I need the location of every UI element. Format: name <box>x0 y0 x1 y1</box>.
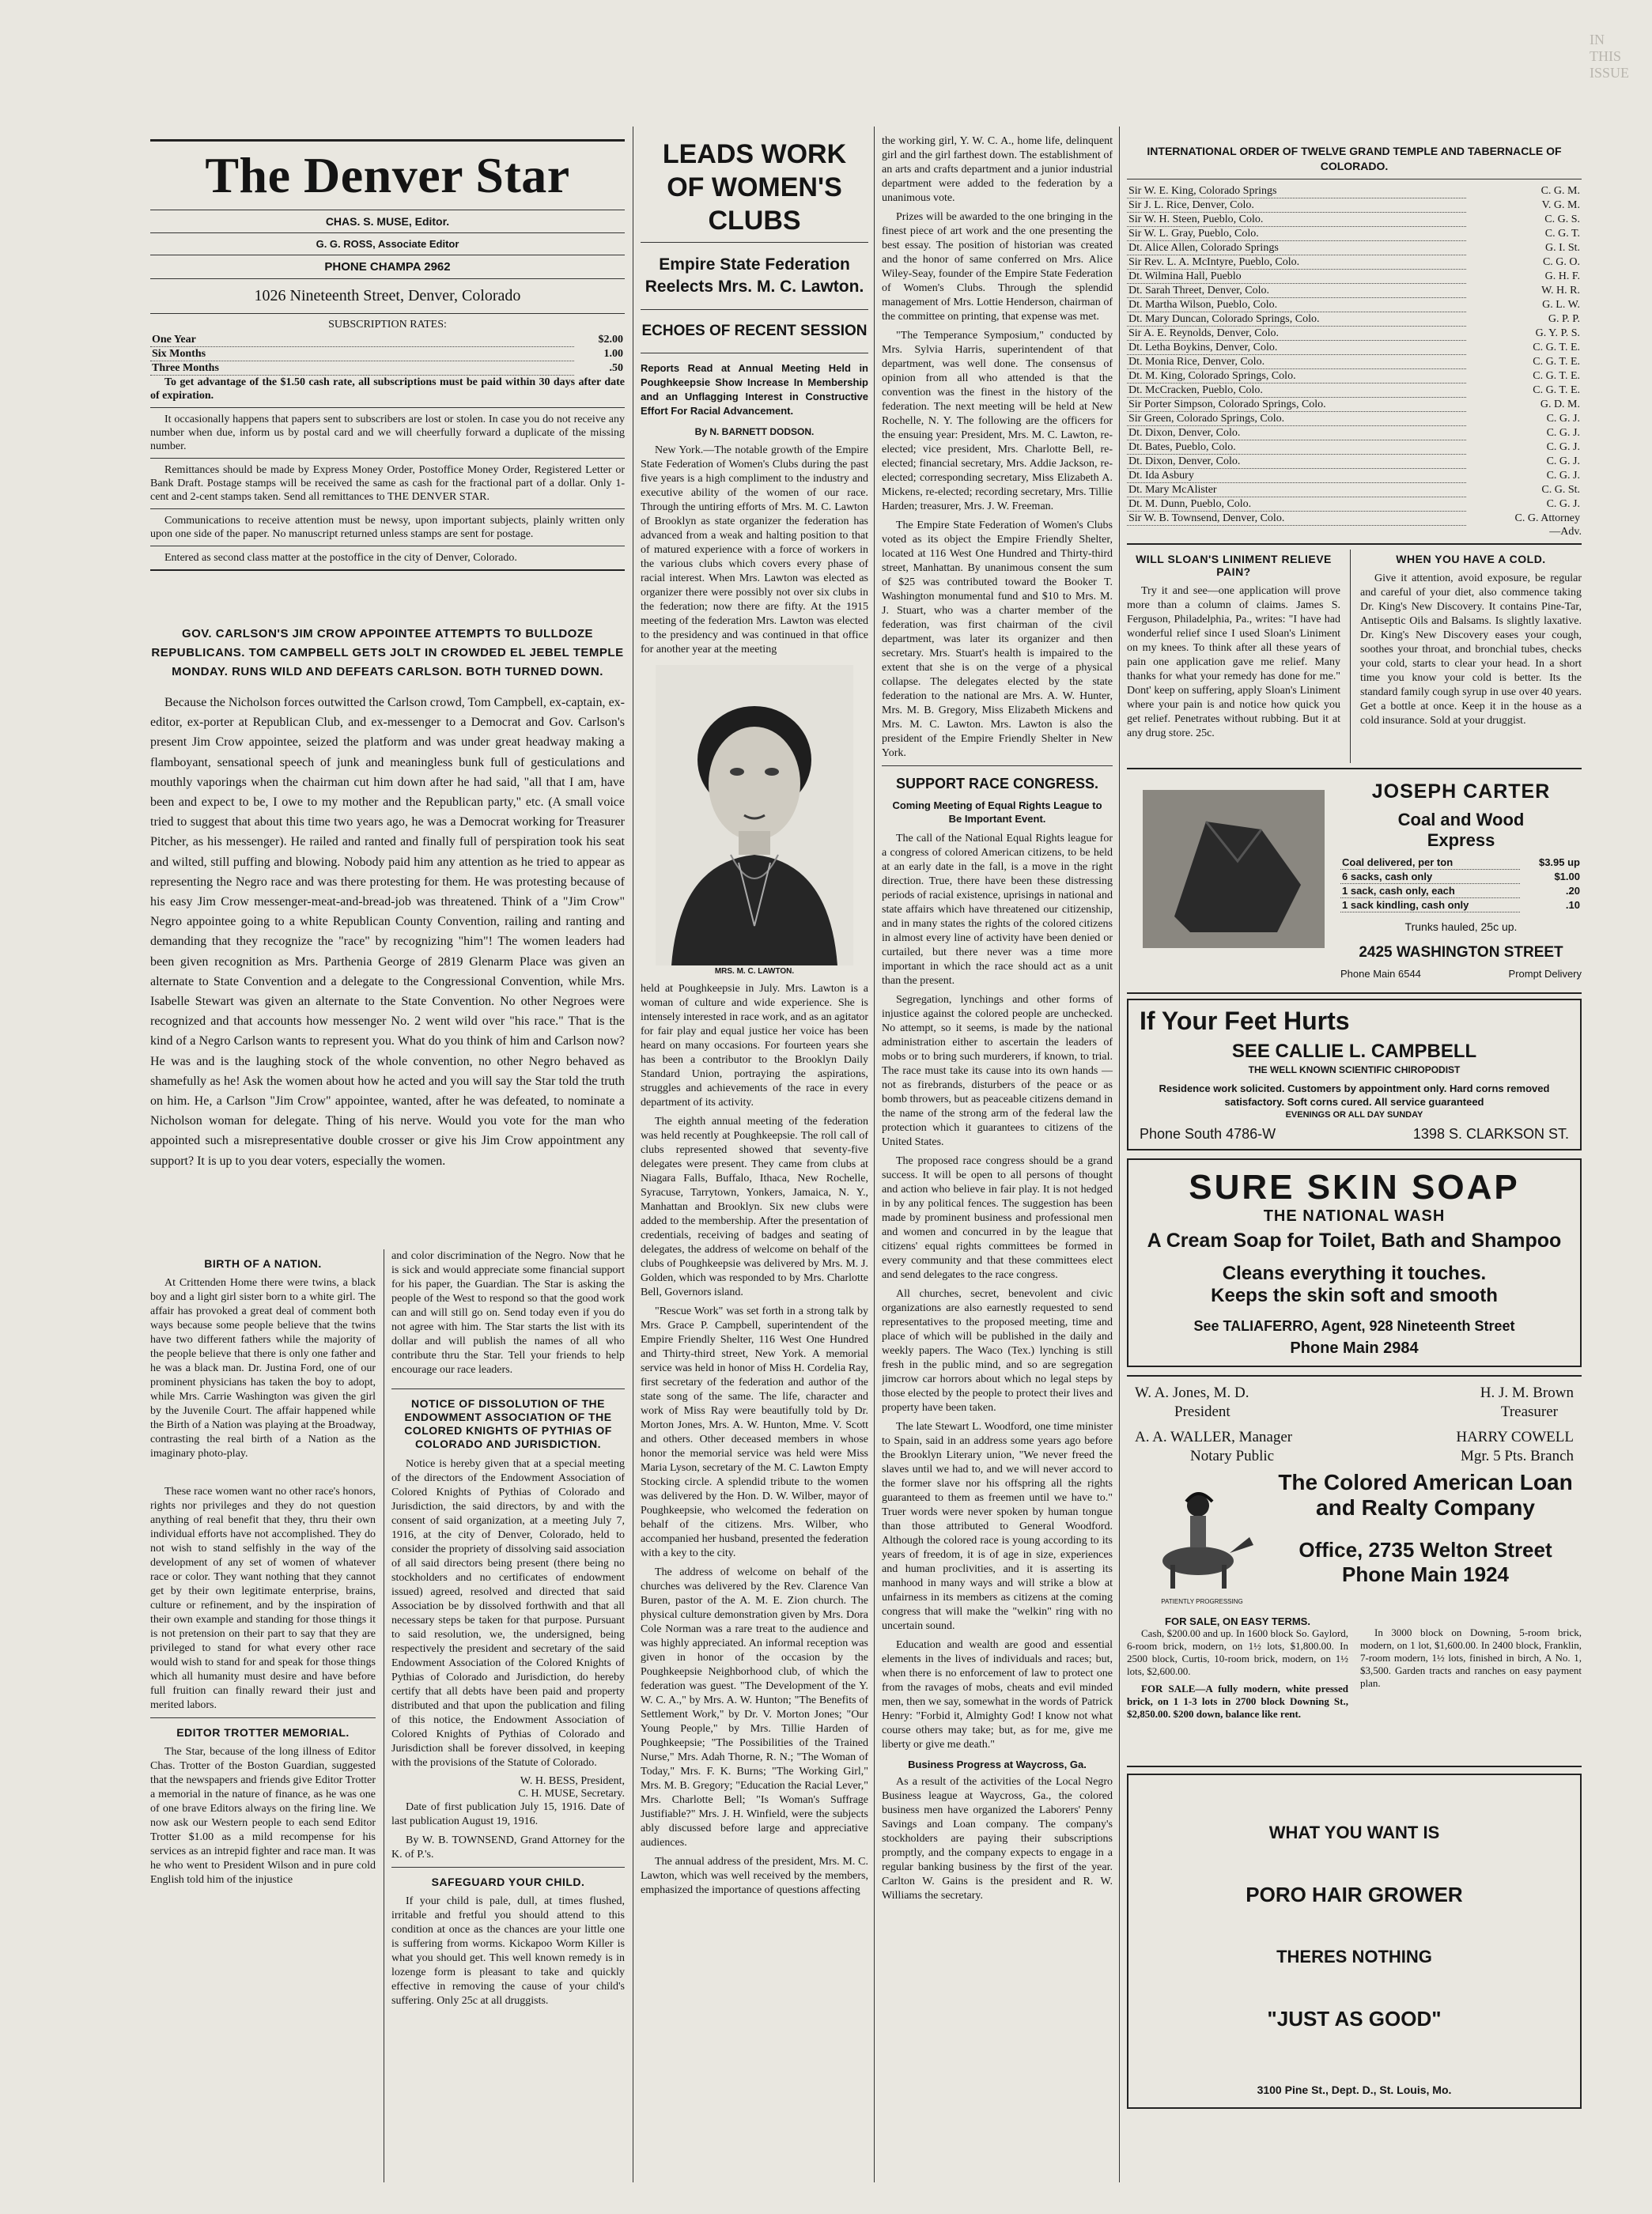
order-member-title: C. G. T. E. <box>1533 342 1580 353</box>
order-row <box>1127 341 1582 355</box>
sloan-ad <box>1127 550 1340 746</box>
order-row <box>1127 184 1582 198</box>
masthead <box>150 134 625 576</box>
column-rule <box>874 127 875 2182</box>
carter-price-row <box>1340 856 1582 870</box>
race-women-body: These race women want no other race's honors, rights nor privileges and they do not question anything of real benefit that they, thru their own individual efforts have not accomplished. They do not wish to stand selfishly in the way of the development of any set of women of whatever race or color. They want nothing that they cannot get by their own legitimate enterprise, brains, culture or refinement, and by the inspiration of their own example and standing for those things it is not pretension on their part to say that they are privileged to stand for what every other race would wish to stand for and speak for those things which all humanity must desire and have before full fruition can finally reward their just and merited labors. <box>150 1486 376 1711</box>
realty-p3: A. A. WALLER, Manager <box>1135 1429 1293 1445</box>
sloan-cold-row <box>1127 550 1582 763</box>
rate-label: One Year <box>150 333 574 347</box>
order-member-title: C. G. St. <box>1541 484 1580 496</box>
carter-line1: Coal and Wood <box>1397 810 1525 829</box>
order-table <box>1127 184 1582 526</box>
order-member-name: Sir W. L. Gray, Pueblo, Colo. <box>1127 227 1466 241</box>
dissolution-headline: NOTICE OF DISSOLUTION OF THE ENDOWMENT ASSOCIATION OF THE COLORED KNIGHTS OF PYTHIAS OF COLORADO AND JURISDICTION. <box>404 1397 612 1450</box>
carter-address: 2425 WASHINGTON STREET <box>1359 944 1563 961</box>
order-row <box>1127 383 1582 398</box>
order-member-name: Dt. Martha Wilson, Pueblo, Colo. <box>1127 298 1466 312</box>
realty-ad <box>1127 1381 1582 1761</box>
race-congress-headline: SUPPORT RACE CONGRESS. <box>895 776 1099 792</box>
race-congress-deck: Coming Meeting of Equal Rights League to Be Important Event. <box>892 799 1102 825</box>
order-member-title: G. I. St. <box>1545 242 1580 254</box>
carter-delivery: Prompt Delivery <box>1508 968 1582 980</box>
womens-cont-4: The Empire State Federation of Women's Clubs voted as its object the Empire Friendly Shelter, located at 116 West One Hundred and Thirty-third street, Manhattan. By unanimous consent the sum of $25 was contributed toward the Booker T. Washington monumental fund and $10 to Mrs. M. J. Stuart, who was a charter member of the federation, was first chairman of the civil department, was later its organizer and then secretary. Mrs. Stuart's health is impaired to the extent that she is on the verge of a physical collapse. The delegates elected by the state federation to the national are Mrs. A. W. Hunter, Mrs. M. B. Gregory, Miss Elizabeth Mickens and Mrs. M. C. Lawton. Mrs. Lawton is also the president of the Empire Friendly Shelter in New York. <box>882 519 1113 759</box>
portrait-caption: MRS. M. C. LAWTON. <box>714 967 795 976</box>
soap-headline: SURE SKIN SOAP <box>1189 1168 1520 1207</box>
womens-echoes: ECHOES OF RECENT SESSION <box>641 323 868 339</box>
order-row <box>1127 213 1582 227</box>
womens-deck: Reports Read at Annual Meeting Held in Poughkeepsie Show Increase In Membership and an Unflagging Interest in Constructive Effort For Racial Advancement. <box>641 362 868 417</box>
rate-price: .50 <box>609 362 623 374</box>
order-member-title: C. G. J. <box>1546 413 1580 425</box>
realty-p4role: Mgr. 5 Pts. Branch <box>1460 1448 1574 1464</box>
carter-price-row <box>1340 898 1582 912</box>
race-congress-3: The proposed race congress should be a grand success. It will be open to all persons of thought and action who believe in fair play. It is not hedged in by any political fences. The suggestion has been made by prominent business and professional men and women and concurred in by the league that citizens' equal rights committees be formed in every community and that these committees elect and send delegates to the race congress. <box>882 1155 1113 1281</box>
cold-headline: WHEN YOU HAVE A COLD. <box>1396 553 1546 565</box>
dissolution-dates: Date of first publication July 15, 1916. Date of last publication August 19, 1916. <box>391 1801 625 1827</box>
carlson-article <box>150 625 625 1241</box>
order-member-name: Dt. M. Dunn, Pueblo, Colo. <box>1127 497 1466 512</box>
coal-image <box>1143 790 1325 948</box>
order-member-title: C. G. T. E. <box>1533 370 1580 382</box>
womens-clubs-article <box>641 134 868 2182</box>
realty-phone: Phone Main 1924 <box>1342 1562 1509 1586</box>
feet-sub: THE WELL KNOWN SCIENTIFIC CHIROPODIST <box>1248 1064 1461 1075</box>
womens-cont-1: the working girl, Y. W. C. A., home life, delinquent girl and the girl farthest down. The establishment of an arts and crafts department and a junior industrial department were added to the federation by a unanimous vote. <box>882 135 1113 204</box>
realty-p2role: Treasurer <box>1500 1404 1558 1420</box>
notice-remittances: Remittances should be made by Express Money Order, Postoffice Money Order, Registered Letter or Bank Draft. Postage stamps will be received the same as cash for the fractional part of a dollar. Only 1-cent and 2-cent stamps taken. Send all remittances to THE DENVER STAR. <box>150 464 625 503</box>
realty-sale-right <box>1360 1626 1582 1695</box>
address-line: 1026 Nineteenth Street, Denver, Colorado <box>254 287 521 304</box>
order-member-name: Dt. Dixon, Denver, Colo. <box>1127 426 1466 440</box>
safeguard-body: If your child is pale, dull, at times flushed, irritable and fretful you should attend to this condition at once as the chances are your little one is suffering from worms. Kickapoo Worm Killer is what you should get. This well known remedy is in lozenge form is pleasant to take and quickly effective in removing the cause of your child's suffering. Only 25c at all druggists. <box>391 1895 625 2007</box>
order-row <box>1127 270 1582 284</box>
soap-sub: THE NATIONAL WASH <box>1263 1207 1446 1225</box>
order-member-title: C. G. M. <box>1540 185 1580 198</box>
order-member-name: Sir Green, Colorado Springs, Colo. <box>1127 412 1466 426</box>
order-member-name: Sir Rev. L. A. McIntyre, Pueblo, Colo. <box>1127 255 1466 270</box>
order-member-title: C. G. T. <box>1544 228 1580 240</box>
order-row <box>1127 412 1582 426</box>
order-member-name: Dt. Wilmina Hall, Pueblo <box>1127 270 1466 284</box>
price-label: 6 sacks, cash only <box>1340 870 1520 884</box>
price-label: 1 sack kindling, cash only <box>1340 898 1520 912</box>
order-member-title: G. L. W. <box>1542 299 1580 311</box>
sale-left-2: FOR SALE—A fully modern, white pressed brick, on 1 1-3 lots in 2700 block Downing St., $2,850.00. $200 down, balance like rent. <box>1127 1683 1348 1720</box>
order-member-name: Sir W. H. Steen, Pueblo, Colo. <box>1127 213 1466 227</box>
carter-prices <box>1340 856 1582 912</box>
col1-right-subcolumn <box>391 1249 625 2182</box>
price-value: $1.00 <box>1554 871 1580 882</box>
associate-editor-line: G. G. ROSS, Associate Editor <box>316 238 459 250</box>
realty-sale-left <box>1127 1615 1348 1725</box>
carlson-headline: GOV. CARLSON'S JIM CROW APPOINTEE ATTEMPTS TO BULLDOZE REPUBLICANS. TOM CAMPBELL GETS JOLT IN CROWDED EL JEBEL TEMPLE MONDAY. RUNS WILD AND DEFEATS CARLSON. BOTH TURNED DOWN. <box>151 627 624 678</box>
order-member-title: C. G. T. E. <box>1533 356 1580 368</box>
newspaper-page <box>119 32 1630 2182</box>
notice-lost-papers: It occasionally happens that papers sent to subscribers are lost or stolen. In case you do not receive any number when due, inform us by postal card and we will cheerfully forward a duplicate of the missing number. <box>150 414 625 452</box>
womens-body-3: The eighth annual meeting of the federation was held recently at Poughkeepsie. The roll call of clubs represented showed that seventy-five delegates were present. They came from clubs at Niagara Falls, Buffalo, Ithaca, New Rochelle, Syracuse, Tarrytown, Yonkers, Jamaica, N. Y., Manhattan and Brooklyn. Six new clubs were added to the membership. After the presentation of credentials, receiving of badges and seating of delegates, the address of welcome on behalf of the clubs of Poughkeepsie was delivered by Mrs. M. J. Golden, which was responded to by Mrs. Charlotte Bell, Governors island. <box>641 1116 868 1298</box>
order-member-title: C. G. J. <box>1546 441 1580 453</box>
order-member-name: Dt. Sarah Threet, Denver, Colo. <box>1127 284 1466 298</box>
paper-title: The Denver Star <box>205 147 570 203</box>
carlson-body: Because the Nicholson forces outwitted the Carlson crowd, Tom Campbell, ex-captain, ex-editor, ex-porter at Republican Club, and ex-messenger to a Democrat and Gov. Carlson's present Jim Crow appointee, seized the platform and was under great headway making a flamboyant, sensational speech of junk and meaningless bunk full of gesticulations and mouthly vaporings when the chairman cut him down after he had said, "all that I am, have been and expect to be, I owe to my mother and the Republican party," etc. (A small voice tried to suggest that about this time two years ago, he was a Democrat working for Treasurer Pitcher, as his messenger). He railed and ranted and finally full of perspiration took his seat and wilted, still puffing and blowing. Nobody paid him any attention as he tried to appear as representing the Negro race and was there protesting for them. He was protesting because of his easy Jim Crow messenger-meat-and-bread-job was threatened. Think of a "Jim Crow" Negro appointee going to a white Republican County Convention, railing and ranting and demanding that they recognize the "race" by recognizing "him"! The women leaders had been given recognition as Mrs. Parthenia George of 2819 Glenarm Place was given an alternate to State Convention and a delegate to the Congressional Convention, while Mrs. Isabelle Stewart was given an alternate to the State Convention. No other Negroes were recognized and that accounts how messenger No. 2 went wild over "his race." That is the kind of a Negro Carlson wants to represent you. What do you think of him and Carlson now? He was and is the laughing stock of the whole convention, no other Negro behaved as shamefully as he! Ask the women about how he acted and you will say the Star told the truth on him. He, a Carlson "Jim Crow" appointee, wanted, after he was defeated, to nominate a Nicholson woman for delegate. Thing of his nerve. Would you vote for the man who appointed such a misrepresentative double crosser or give his Jim Crow appointment any support? It is up to you dear voters, especially the women. <box>150 696 625 1168</box>
order-member-name: Sir A. E. Reynolds, Denver, Colo. <box>1127 327 1466 341</box>
order-member-name: Sir W. E. King, Colorado Springs <box>1127 184 1466 198</box>
order-member-title: V. G. M. <box>1541 199 1580 211</box>
soap-line1: A Cream Soap for Toilet, Bath and Shampoo <box>1147 1230 1562 1252</box>
notice-entered: Entered as second class matter at the postoffice in the city of Denver, Colorado. <box>164 552 517 564</box>
carter-price-row <box>1340 884 1582 898</box>
price-value: .20 <box>1565 885 1580 897</box>
carter-trunks: Trunks hauled, 25c up. <box>1404 920 1518 933</box>
birth-article <box>150 1249 376 2182</box>
bleed-through-text: IN THIS ISSUE <box>1590 32 1630 81</box>
order-member-name: Dt. Mary McAlister <box>1127 483 1466 497</box>
hair-address: 3100 Pine St., Dept. D., St. Louis, Mo. <box>1257 2084 1452 2096</box>
chiropodist-ad <box>1127 999 1582 1150</box>
order-member-title: C. G. J. <box>1546 427 1580 439</box>
soap-line2: Cleans everything it touches. <box>1222 1263 1487 1284</box>
feet-address: 1398 S. CLARKSON ST. <box>1412 1126 1569 1142</box>
rate-price: $2.00 <box>598 334 623 346</box>
order-row <box>1127 369 1582 383</box>
rate-label: Six Months <box>150 347 574 361</box>
hair-line2: PORO HAIR GROWER <box>1246 1883 1463 1906</box>
order-member-name: Dt. Bates, Pueblo, Colo. <box>1127 440 1466 455</box>
womens-byline: By N. BARNETT DODSON. <box>694 426 815 437</box>
order-row <box>1127 512 1582 526</box>
order-member-name: Sir Porter Simpson, Colorado Springs, Colo. <box>1127 398 1466 412</box>
womens-body-6: The annual address of the president, Mrs. M. C. Lawton, which was well received by the members, emphasized the importance of questions affecting <box>641 1856 868 1896</box>
lawton-portrait <box>656 665 853 965</box>
race-congress-1: The call of the National Equal Rights league for a congress of colored American citizens, to be held at an early date in the fall, is a move in the right direction. True, there have been these distressing periods of racial existence, uprisings in national and state affairs which have threatened our citizenship, and in many states the rights of the colored citizens in almost every line of activity have been denied or curtailed, but there never was a time more important in which the race should act as a unit than the present. <box>882 833 1113 987</box>
realty-name2: and Realty Company <box>1316 1495 1535 1520</box>
sloan-headline: WILL SLOAN'S LINIMENT RELIEVE PAIN? <box>1136 553 1332 578</box>
feet-headline: If Your Feet Hurts <box>1140 1007 1350 1035</box>
race-congress-6: Education and wealth are good and essential elements in the lives of individuals and races; but, when there is no enforcement of law to protect one from the ravages of mobs, cheats and evil minded men, then we say, somewhat in the words of Patrick Henry: "Forbid it, Almighty God! I know not what course others may take; but, as for me, give me liberty or give me death." <box>882 1639 1113 1751</box>
order-member-title: G. Y. P. S. <box>1535 327 1580 339</box>
realty-name1: The Colored American Loan <box>1278 1470 1573 1494</box>
soap-phone: Phone Main 2984 <box>1290 1339 1419 1357</box>
sale-left: Cash, $200.00 and up. In 1600 block So. Gaylord, 6-room brick, modern, on 1½ lots, $1,800.00. In 2500 block, Curtis, 10-room brick, modern, on 1½ lots, $2,600.00. <box>1127 1627 1348 1677</box>
dissolution-attorney: By W. B. TOWNSEND, Grand Attorney for the K. of P.'s. <box>391 1834 625 1861</box>
carter-phone: Phone Main 6544 <box>1340 968 1421 980</box>
editor-line: CHAS. S. MUSE, Editor. <box>325 215 450 228</box>
race-congress-4: All churches, secret, benevolent and civic organizations are also earnestly requested to send representatives to the proposed meeting, time and place of which will be published in the daily and weekly papers. The Waco (Tex.) lynching is still fresh in the public mind, and so are segregation jimcrow car horrors about which no legal steps by those elected by the people to protect their lives and property have been taken. <box>882 1288 1113 1414</box>
hair-line1: WHAT YOU WANT IS <box>1268 1823 1440 1842</box>
order-member-title: C. G. J. <box>1546 470 1580 482</box>
carter-ad <box>1127 774 1582 988</box>
sale-right: In 3000 block on Downing, 5-room brick, modern, on 1 lot, $1,600.00. In 2400 block, Franklin, 7-room modern, 1½ lots, finished in birch, A No. 1, $3,500. Garden tracts and ranches on easy payment plan. <box>1360 1626 1582 1689</box>
order-row <box>1127 284 1582 298</box>
order-member-title: C. G. S. <box>1544 213 1580 225</box>
feet-phone: Phone South 4786-W <box>1140 1126 1276 1142</box>
price-value: $3.95 up <box>1538 856 1580 869</box>
rate-label: Three Months <box>150 361 574 376</box>
order-row <box>1127 298 1582 312</box>
birth-headline: BIRTH OF A NATION. <box>204 1257 322 1270</box>
waycross-headline: Business Progress at Waycross, Ga. <box>908 1759 1087 1770</box>
feet-see: SEE CALLIE L. CAMPBELL <box>1231 1041 1477 1062</box>
order-row <box>1127 497 1582 512</box>
womens-body-4: "Rescue Work" was set forth in a strong talk by Mrs. Grace P. Campbell, superintendent of the Empire Friendly Shelter, 116 West One Hundred and Thirty-third street, New York. A memorial service was held in honor of Miss H. Cordelia Ray, first secretary of the federation and author of the state song of the same. The life, character and work of Miss Ray were beautifully told by Dr. Morton Jones, Mrs. A. W. Hunton, Mme. V. Scott and others. Other deceased members in whose honor the memorial service was held were Miss Maria Lyson, secretary of the M. C. Lawton Empty Stocking circle. A splendid tribute to the women was delivered by the Hon. D. W. Wilber, mayor of Poughkeepsie, who welcomed the federation on behalf of the citizens. Mrs. Wilber, who accompanied her husband, presented the federation with a key to the city. <box>641 1305 868 1559</box>
womens-cont-3: "The Temperance Symposium," conducted by Mrs. Sylvia Harris, superintendent of that department, was well done. The consensus of opinion from all who attended is that the convention was the finest in the history of the federation. The next meeting will be held at New Rochelle, N. Y. The following are the officers for the ensuing year: President, Mrs. M. C. Lawton, re-elected; vice president, Mrs. Charlotte Bell, re-elected; financial secretary, Mrs. Addie Jackson, re-elected; corresponding secretary, Miss Elizabeth A. Mickens, re-elected; recording secretary, Mrs. Tillie Harden; treasurer, Mrs. J. W. Freeman. <box>882 330 1113 512</box>
waycross-body: As a result of the activities of the Local Negro Business league at Waycross, Ga., the colored business men have organized the Laborers' Penny Savings and Loan company. The company's stockholders are paying their subscriptions promptly, and the company expects to engage in a regular banking business by the first of the year. Carlton W. Gains is the president and R. W. Williams the secretary. <box>882 1776 1113 1902</box>
order-row <box>1127 455 1582 469</box>
womens-subheadline: Empire State Federation Reelects Mrs. M. C. Lawton. <box>645 255 864 296</box>
hair-line3: THERES NOTHING <box>1276 1947 1432 1967</box>
order-member-name: Sir J. L. Rice, Denver, Colo. <box>1127 198 1466 213</box>
womens-body-5: The address of welcome on behalf of the churches was delivered by the Rev. Clarence Van Buren, pastor of the A. M. E. Zion church. The physical culture demonstration given by Mrs. Dora Cole Norman was a rare treat to the audience and was highly appreciated. An informal reception was given in honor of the occasion by the Poughkeepsie Neighborhood club, of which the federation was guest. "The Development of the Y. W. C. A.," by Mrs. A. W. Hunton; "The Benefits of Settlement Work," by Dr. V. Morton Jones; "Our Young People," by Mrs. Tillie Harden of Poughkeepsie; "The Possibilities of the Trained Nurse," Mrs. Adah Thorne, R. N.; "The Woman of Today," Mrs. F. K. Burns; "The Working Girl," Mrs. M. B. Gregory; "Education the Racial Lever," Mrs. Charlotte Bell; "Is Woman's Suffrage Justifiable?" Mrs. J. H. Winfield, were the subjects ably discussed before large and appreciative audiences. <box>641 1566 868 1849</box>
order-member-name: Dt. McCracken, Pueblo, Colo. <box>1127 383 1466 398</box>
order-row <box>1127 198 1582 213</box>
order-row <box>1127 327 1582 341</box>
order-member-title: C. G. J. <box>1546 498 1580 510</box>
womens-headline: LEADS WORK OF WOMEN'S CLUBS <box>662 139 847 236</box>
race-congress-5: The late Stewart L. Woodford, one time minister to Spain, said in an address some years ago before the Brooklyn Literary union, "We never freed the slaves until we had to, and we will never accord to the former slave nor his offspring all the rights guaranteed to them as freemen until we have to." Truer words were never spoken by human tongue than those attributed to General Woodford. Although the colored race is young according to its years of freedom, it is of age in size, experiences and human proclivities, and it is asserting its manhood in many ways and will strike a blow at unfairness in its members as citizens at the coming congress that will make the "welkin" ring with no uncertain sound. <box>882 1421 1113 1632</box>
order-member-name: Dt. Mary Duncan, Colorado Springs, Colo. <box>1127 312 1466 327</box>
womens-cont-2: Prizes will be awarded to the one bringing in the finest piece of art work and the one presenting the best essay. The position of historian was created and the honor of same conferred on Mrs. Alice Wiley-Seay, founder of the Empire State Federation of Women's Clubs. Through the splendid management of Mrs. Lottie Henderson, chairman of the committee on printing, that expense was met. <box>882 211 1113 323</box>
feet-line1: Residence work solicited. Customers by appointment only. Hard corns removed satisfactory. Soft corns cured. All service guaranteed <box>1159 1082 1550 1108</box>
cold-body: Give it attention, avoid exposure, be regular and careful of your diet, also commence taking Dr. King's New Discovery. It contains Pine-Tar, Antiseptic Oils and Balsams. Is slightly laxative. Dr. King's New Discovery eases your cough, soothes your throat, and bronchial tubes, checks your cold, starts to clear your head. In a short time you know your cold is better. Its the standard family cough syrup in use over 40 years. Get a bottle at once. Keep it in the house as a cold insurance. Sold at your druggist. <box>1360 572 1582 727</box>
trotter-body: The Star, because of the long illness of Editor Chas. Trotter of the Boston Guardian, suggested that the newspapers and friends give Editor Trotter a memorial in the nature of finance, as he was one of one brave Editors always on the firing line. We now ask our Western people to each send Editor Trotter $1.00 as a mild recompense for his services as an intrepid fighter and race man. It was he who went to President Wilson and in pure cold English told him of the injustice <box>150 1746 376 1886</box>
order-member-title: G. D. M. <box>1540 399 1580 410</box>
realty-p2: H. J. M. Brown <box>1480 1385 1574 1401</box>
order-member-name: Dt. Monia Rice, Denver, Colo. <box>1127 355 1466 369</box>
rate-price: 1.00 <box>603 348 623 360</box>
order-row <box>1127 426 1582 440</box>
col4-ads <box>1127 134 1582 2182</box>
notice-communications: Communications to receive attention must be newsy, upon important subjects, plainly written only upon one side of the paper. No manuscript returned unless stamps are sent for postage. <box>150 515 625 540</box>
order-member-name: Dt. Dixon, Denver, Colo. <box>1127 455 1466 469</box>
trotter-continued: and color discrimination of the Negro. Now that he is sick and would appreciate some financial support for his paper, the Guardian. The Star is asking the people of the West to respond so that the good work can and will still go on. Send today even if you do not agree with him. The Star starts the list with its dollar and will publish the names of all who contribute thru the Star. Tell your friends to help encourage our race leaders. <box>391 1250 625 1376</box>
order-member-title: C. G. Attorney <box>1514 512 1580 524</box>
soap-ad <box>1127 1158 1582 1367</box>
order-row <box>1127 398 1582 412</box>
cold-ad <box>1360 550 1582 733</box>
realty-p1: W. A. Jones, M. D. <box>1135 1385 1249 1401</box>
carter-price-row <box>1340 870 1582 884</box>
order-member-title: C. G. T. E. <box>1533 384 1580 396</box>
realty-office: Office, 2735 Welton Street <box>1299 1538 1552 1562</box>
safeguard-headline: SAFEGUARD YOUR CHILD. <box>431 1876 585 1888</box>
order-row <box>1127 227 1582 241</box>
race-congress-2: Segregation, lynchings and other forms of injustice against the colored people are unchecked. No attempt, so it seems, is made by the national administration either to ascertain the leaders of mobs or to bring such murderers, if known, to trial. The race must take its cause into its own hands —not as firebrands, disturbers of the peace or as bomb throwers, but as peaceable citizens demand in the name of the strong arm of the federal law the protection which it guarantees to citizens of the United States. <box>882 994 1113 1148</box>
realty-p1role: President <box>1174 1404 1230 1420</box>
dissolution-body: Notice is hereby given that at a special meeting of the directors of the Endowment Association of Colored Knights of Pythias of Colorado and Jurisdiction, the said directors, by and with the consent of said organization, at a meeting July 7, 1916, at the city of Denver, Colorado, held to consider the propriety of dissolving said association of all said directors being present (there being no stockholders and no certificates of endowment issued) agreed, resolved and directed that said Association be by dissolved forthwith and that all necessary steps be taken for that purpose. Pursuant to said resolution, we, the undersigned, being respectively the president and secretary of the said Endowment Association of the Colored Knights of Pythias of Colorado and Jurisdiction, do hereby certify that all debts have been paid and property distributed and that upon the publication and filing of this notice, the Endowment Association of Colored Knights of Pythias of Colorado and Jurisdiction shall be forever dissolved, in keeping with the provisions of the Statute of Colorado. <box>391 1458 625 1769</box>
order-member-title: G. H. F. <box>1544 270 1580 282</box>
order-row <box>1127 355 1582 369</box>
portrait-image <box>656 665 853 965</box>
cartoon-caption: PATIENTLY PROGRESSING <box>1161 1598 1243 1605</box>
womens-body-1: New York.—The notable growth of the Empire State Federation of Women's Clubs during the past five years is a high compliment to the industry and executive ability of the women of our race. Through the untiring efforts of Mrs. M. C. Lawton of Brooklyn as state organizer the federation has advanced from a weak and halting position to that of matured experience with a force of workers in the various clubs which covers every phase of racial interest. When Mrs. Lawton was elected as organizer there were possibly not over six clubs in the federation; now there are fifty. At the 1915 meeting of the federation Mrs. Lawton was elected to the presidency and was continued in that office for another year at the meeting <box>641 444 868 656</box>
sale-headline: FOR SALE, ON EASY TERMS. <box>1165 1615 1310 1627</box>
order-member-name: Sir W. B. Townsend, Denver, Colo. <box>1127 512 1466 526</box>
dissolution-sign1: W. H. BESS, President, <box>520 1775 625 1787</box>
cartoon-image <box>1143 1470 1261 1596</box>
sloan-body: Try it and see—one application will prove more than a column of claims. James S. Ferguson, Philadelphia, Pa., writes: "I have had wonderful relief since I used Sloan's Liniment on my knees. To think after all these years of pain one application gave me relief. Many thanks for what your remedy has done for me." Dont' keep on suffering, apply Sloan's Liniment where your pain is and notice how quick you get relief. Penetrates without rubbing. But it at any drug store. 25c. <box>1127 585 1340 739</box>
order-member-title: C. G. J. <box>1546 455 1580 467</box>
order-row <box>1127 440 1582 455</box>
order-member-name: Dt. M. King, Colorado Springs, Colo. <box>1127 369 1466 383</box>
rates-heading: SUBSCRIPTION RATES: <box>328 319 447 331</box>
feet-line2: EVENINGS OR ALL DAY SUNDAY <box>1285 1110 1423 1120</box>
order-member-title: W. H. R. <box>1541 285 1580 297</box>
order-member-name: Dt. Ida Asbury <box>1127 469 1466 483</box>
hair-grower-ad <box>1127 1774 1582 2109</box>
order-adv: —Adv. <box>1549 526 1582 538</box>
order-row <box>1127 241 1582 255</box>
rates-table <box>150 333 625 376</box>
order-member-title: G. P. P. <box>1548 313 1580 325</box>
soap-line3: Keeps the skin soft and smooth <box>1211 1285 1498 1306</box>
birth-body: At Crittenden Home there were twins, a black boy and a light girl sister born to a white girl. The affair has provoked a great deal of comment both ways because some people believe that the twins have two different fathers while the majority of the people believe that there is only one father and he was a black man. Dr. Justina Ford, one of our prominent physicians has taken the boy to adopt, while Mrs. Carrie Washington was given the girl by the Juvenile Court. The affair happened while the Birth of a Nation was playing at the Broadway, contrasting the real birth of a Nation as the imaginary photo-play. <box>150 1277 376 1460</box>
order-member-name: Dt. Letha Boykins, Denver, Colo. <box>1127 341 1466 355</box>
order-row <box>1127 469 1582 483</box>
realty-p4: HARRY COWELL <box>1456 1429 1574 1445</box>
rates-note: To get advantage of the $1.50 cash rate, all subscriptions must be paid within 30 days after date of expiration. <box>150 376 625 402</box>
dissolution-sign2: C. H. MUSE, Secretary. <box>518 1788 625 1800</box>
trotter-headline: EDITOR TROTTER MEMORIAL. <box>176 1726 350 1739</box>
price-label: 1 sack, cash only, each <box>1340 884 1520 898</box>
phone-line: PHONE CHAMPA 2962 <box>324 260 451 274</box>
carter-line2: Express <box>1427 830 1495 850</box>
order-row <box>1127 255 1582 270</box>
order-row <box>1127 312 1582 327</box>
hair-line4: "JUST AS GOOD" <box>1267 2007 1442 2031</box>
column-rule <box>1119 127 1120 2182</box>
order-member-title: C. G. O. <box>1542 256 1580 268</box>
order-row <box>1127 483 1582 497</box>
order-headline: INTERNATIONAL ORDER OF TWELVE GRAND TEMPLE AND TABERNACLE OF COLORADO. <box>1147 145 1562 172</box>
price-value: .10 <box>1565 899 1580 911</box>
carter-name: JOSEPH CARTER <box>1371 780 1551 803</box>
womens-body-2: held at Poughkeepsie in July. Mrs. Lawton is a woman of culture and wide experience. She is intensely interested in race work, and as an agitator for fair play and equal justice her voice has been heard on many occasions. For fourteen years she has been a contributor to the Brooklyn Daily Standard Union, portraying the aspirations, struggles and achievements of the race in every department of its activity. <box>641 983 868 1109</box>
col3-articles <box>882 134 1113 2182</box>
realty-p3role: Notary Public <box>1190 1448 1275 1464</box>
soap-see: See TALIAFERRO, Agent, 928 Nineteenth Street <box>1193 1318 1515 1334</box>
order-member-name: Dt. Alice Allen, Colorado Springs <box>1127 241 1466 255</box>
price-label: Coal delivered, per ton <box>1340 856 1520 870</box>
